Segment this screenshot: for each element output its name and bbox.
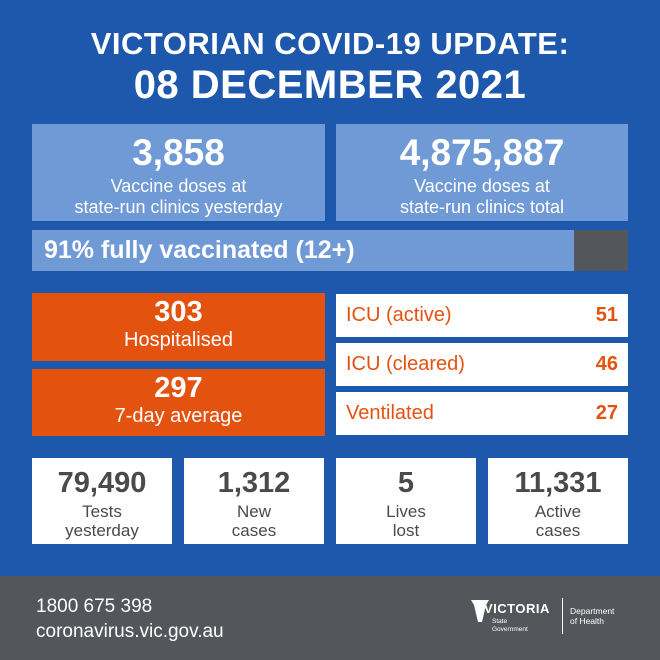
active-cases-label [488, 502, 628, 540]
lives-lost-label [336, 502, 476, 540]
active-cases-value: 11,331 [514, 467, 602, 499]
ventilated-value: 27 [595, 402, 618, 424]
vaccine-total-label-line2: state-run clinics total [399, 197, 565, 217]
vaccine-yesterday-card [32, 124, 325, 221]
seven-day-average-label: 7-day average [114, 405, 243, 427]
lives-lost-value: 5 [397, 467, 415, 499]
seven-day-average-value: 297 [154, 372, 203, 404]
active-cases-card [488, 458, 628, 544]
lives-lost-label-line1: Lives [386, 502, 426, 521]
new-cases-label-line2: cases [231, 521, 277, 540]
tests-yesterday-label-line1: Tests [82, 502, 122, 521]
department-line2: of Health [570, 616, 605, 626]
vaccine-yesterday-label [32, 176, 325, 218]
new-cases-value: 1,312 [217, 467, 291, 499]
state-government-text [492, 618, 528, 634]
seven-day-average-card [32, 369, 325, 436]
icu-active-row [336, 294, 628, 337]
ventilated-label: Ventilated [346, 402, 434, 424]
state-government-line2: Government [492, 626, 528, 633]
tests-yesterday-label-line2: yesterday [65, 521, 139, 540]
title-line1: VICTORIAN COVID-19 UPDATE: [90, 26, 570, 61]
new-cases-label [184, 502, 324, 540]
victoria-wordmark: VICTORIA [484, 601, 550, 616]
tests-yesterday-value: 79,490 [57, 467, 147, 499]
new-cases-label-line1: New [236, 502, 271, 521]
vaccine-yesterday-value: 3,858 [132, 132, 225, 173]
ventilated-row [336, 392, 628, 435]
lives-lost-card [336, 458, 476, 544]
icu-cleared-value: 46 [595, 353, 618, 375]
icu-active-value: 51 [595, 304, 618, 326]
website-link[interactable]: coronavirus.vic.gov.au [36, 621, 224, 642]
victoria-government-logo [470, 594, 630, 642]
phone-number: 1800 675 398 [36, 596, 153, 617]
active-cases-label-line2: cases [535, 521, 581, 540]
hospitalised-label: Hospitalised [124, 329, 233, 351]
department-of-health-text [570, 606, 614, 626]
icu-cleared-label: ICU (cleared) [346, 353, 465, 375]
vaccine-yesterday-label-line2: state-run clinics yesterday [74, 197, 283, 217]
vaccination-progress-label: 91% fully vaccinated (12+) [44, 236, 355, 264]
hospitalised-card [32, 293, 325, 361]
active-cases-label-line1: Active [534, 502, 582, 521]
lives-lost-label-line2: lost [392, 521, 420, 540]
vaccine-yesterday-label-line1: Vaccine doses at [110, 176, 247, 196]
footer [0, 576, 660, 660]
icu-active-label: ICU (active) [346, 304, 452, 326]
vaccine-total-label [336, 176, 628, 218]
vaccination-progress-bar [32, 230, 628, 271]
title-date: 08 DECEMBER 2021 [133, 63, 527, 107]
logo-divider [562, 598, 563, 634]
icu-cleared-row [336, 343, 628, 386]
hospitalised-value: 303 [154, 296, 203, 328]
department-line1: Department [570, 606, 615, 616]
tests-yesterday-label [32, 502, 172, 540]
new-cases-card [184, 458, 324, 544]
vaccine-total-value: 4,875,887 [399, 132, 565, 173]
vaccine-total-label-line1: Vaccine doses at [414, 176, 550, 196]
vaccine-total-card [336, 124, 628, 221]
state-government-line1: State [492, 618, 508, 625]
tests-yesterday-card [32, 458, 172, 544]
